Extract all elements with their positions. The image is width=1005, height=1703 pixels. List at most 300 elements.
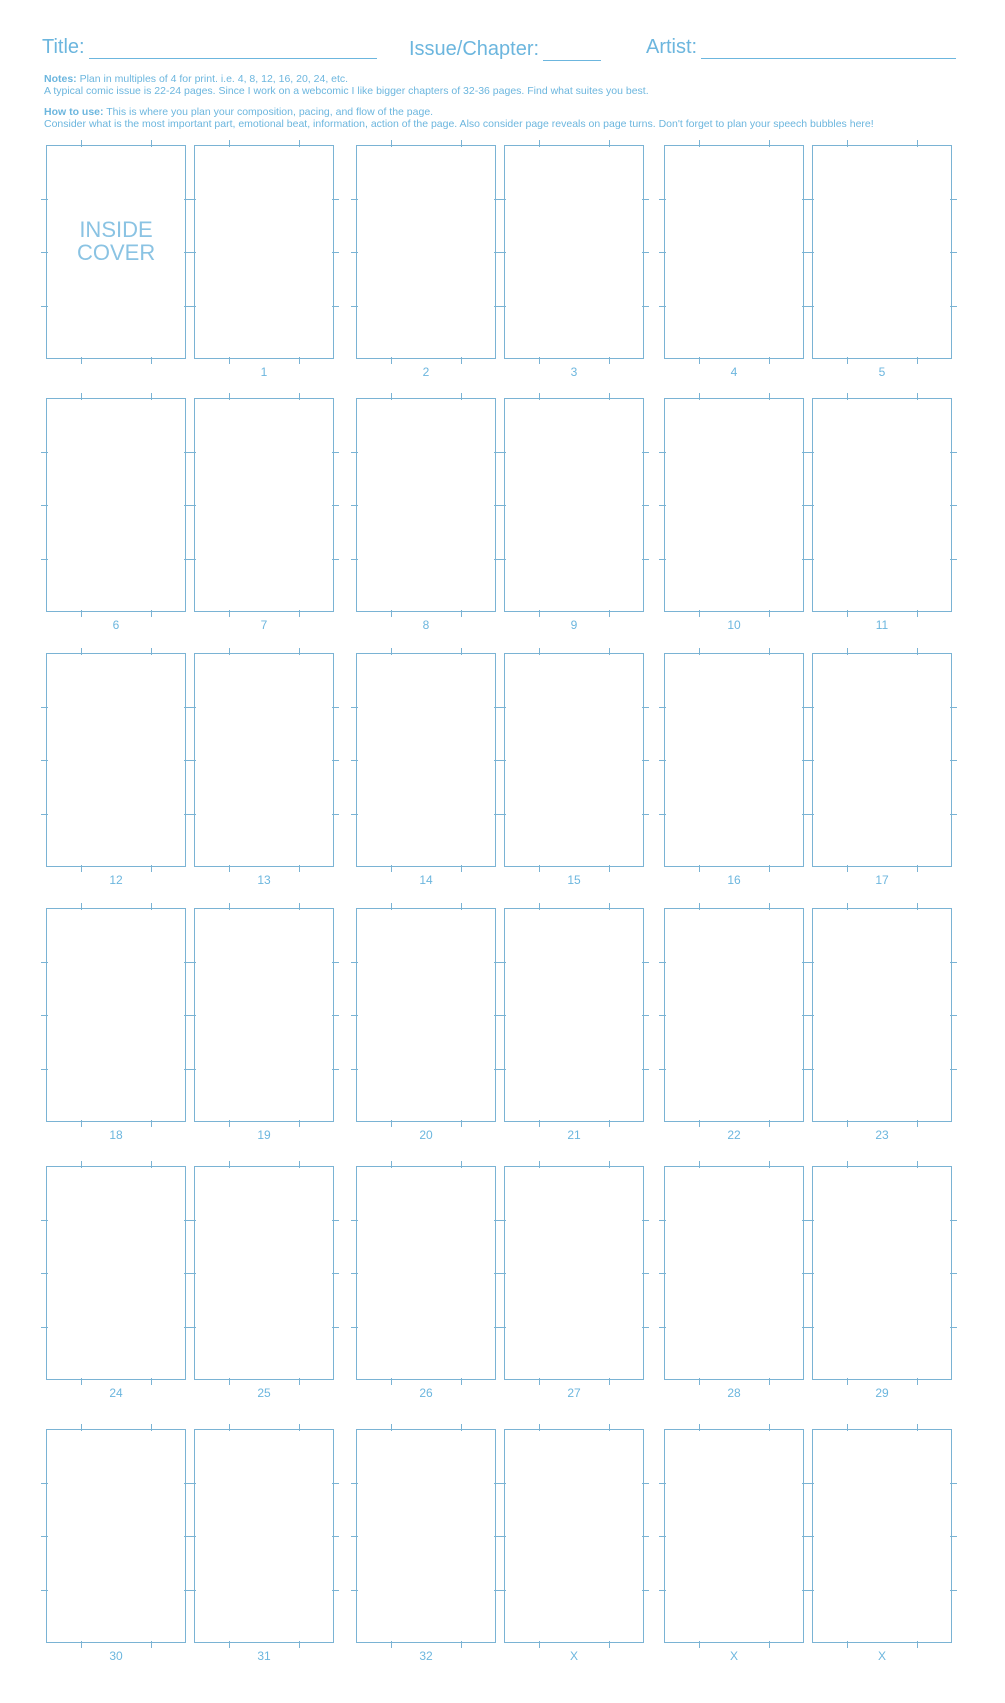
crop-tick [151,865,152,872]
crop-tick [807,962,814,963]
crop-tick [229,610,230,617]
thumbnail-page[interactable] [194,908,334,1122]
page-number: 9 [570,618,578,632]
crop-tick [461,1161,462,1168]
crop-tick [539,610,540,617]
crop-tick [461,140,462,147]
thumbnail-page[interactable] [504,145,644,359]
crop-tick [609,1641,610,1648]
crop-tick [81,1161,82,1168]
crop-tick [189,452,196,453]
page-number: 32 [419,1649,433,1663]
crop-tick [499,452,506,453]
crop-tick [950,306,957,307]
crop-tick [332,1273,339,1274]
crop-tick [807,559,814,560]
crop-tick [189,505,196,506]
crop-tick [699,648,700,655]
crop-tick [332,1015,339,1016]
issue-line[interactable] [543,40,601,61]
notes-text-1: Plan in multiples of 4 for print. i.e. 4, 8, 12, 16, 20, 24, etc. [79,73,349,85]
crop-tick [642,962,649,963]
crop-tick [807,199,814,200]
crop-tick [609,357,610,364]
crop-tick [847,1378,848,1385]
crop-tick [299,393,300,400]
crop-tick [950,1015,957,1016]
crop-tick [461,865,462,872]
crop-tick [351,505,358,506]
crop-tick [642,1220,649,1221]
crop-tick [391,865,392,872]
thumbnail-page[interactable] [356,1166,496,1380]
crop-tick [499,252,506,253]
crop-tick [659,252,666,253]
crop-tick [699,903,700,910]
page-number: 13 [257,873,271,887]
crop-tick [807,707,814,708]
page-number: 20 [419,1128,433,1142]
crop-tick [699,1161,700,1168]
crop-tick [189,1590,196,1591]
crop-tick [229,1120,230,1127]
crop-tick [807,452,814,453]
thumbnail-page[interactable] [356,653,496,867]
crop-tick [189,559,196,560]
thumbnail-page[interactable] [664,398,804,612]
crop-tick [659,760,666,761]
crop-tick [642,199,649,200]
page-number: 28 [727,1386,741,1400]
crop-tick [609,865,610,872]
crop-tick [847,865,848,872]
crop-tick [391,1161,392,1168]
page-number: 21 [567,1128,581,1142]
crop-tick [299,1120,300,1127]
crop-tick [351,306,358,307]
thumbnail-page[interactable] [46,145,186,359]
crop-tick [332,505,339,506]
crop-tick [391,1378,392,1385]
crop-tick [151,610,152,617]
crop-tick [81,357,82,364]
crop-tick [769,648,770,655]
crop-tick [461,393,462,400]
thumbnail-page[interactable] [812,398,952,612]
issue-field[interactable] [409,38,601,61]
page-number: 29 [875,1386,889,1400]
crop-tick [151,140,152,147]
crop-tick [917,140,918,147]
crop-tick [499,1069,506,1070]
thumbnail-page[interactable] [194,1166,334,1380]
page-number: 8 [422,618,430,632]
crop-tick [699,1120,700,1127]
crop-tick [332,252,339,253]
crop-tick [769,1378,770,1385]
title-label: Title: [42,36,85,58]
crop-tick [461,610,462,617]
crop-tick [332,814,339,815]
crop-tick [332,1590,339,1591]
crop-tick [699,1378,700,1385]
crop-tick [332,559,339,560]
crop-tick [699,357,700,364]
crop-tick [189,306,196,307]
page-number: 2 [422,365,430,379]
crop-tick [299,648,300,655]
crop-tick [229,865,230,872]
crop-tick [659,1327,666,1328]
crop-tick [807,252,814,253]
page-number: 15 [567,873,581,887]
crop-tick [642,505,649,506]
issue-label: Issue/Chapter: [409,38,540,60]
crop-tick [41,252,48,253]
crop-tick [41,306,48,307]
crop-tick [642,306,649,307]
crop-tick [807,1590,814,1591]
crop-tick [461,903,462,910]
crop-tick [659,559,666,560]
thumbnail-page[interactable] [812,1429,952,1643]
crop-tick [609,1424,610,1431]
crop-tick [299,1424,300,1431]
crop-tick [332,199,339,200]
crop-tick [950,252,957,253]
crop-tick [351,1327,358,1328]
crop-tick [332,1069,339,1070]
crop-tick [659,452,666,453]
crop-tick [950,707,957,708]
thumbnail-page[interactable] [46,1166,186,1380]
thumbnail-page[interactable] [664,908,804,1122]
page-number: 18 [109,1128,123,1142]
crop-tick [351,452,358,453]
crop-tick [332,452,339,453]
crop-tick [229,357,230,364]
crop-tick [499,962,506,963]
title-line[interactable] [89,38,377,59]
crop-tick [41,1536,48,1537]
crop-tick [847,357,848,364]
notes-line-2: A typical comic issue is 22-24 pages. Since I work on a webcomic I like bigger chapters of 32-36 pages. Find what suites you best. [44,85,649,97]
crop-tick [659,1220,666,1221]
crop-tick [950,962,957,963]
crop-tick [189,707,196,708]
thumbnail-page[interactable] [194,398,334,612]
crop-tick [189,962,196,963]
crop-tick [229,903,230,910]
page-number: 7 [260,618,268,632]
crop-tick [351,1590,358,1591]
page-number: 3 [570,365,578,379]
crop-tick [847,610,848,617]
crop-tick [461,357,462,364]
crop-tick [499,1590,506,1591]
crop-tick [189,1015,196,1016]
crop-tick [332,760,339,761]
artist-label: Artist: [646,36,698,58]
crop-tick [351,1220,358,1221]
crop-tick [659,962,666,963]
crop-tick [539,357,540,364]
crop-tick [391,357,392,364]
crop-tick [351,252,358,253]
crop-tick [917,903,918,910]
thumbnail-page[interactable] [812,908,952,1122]
thumbnail-page[interactable] [194,145,334,359]
thumbnail-page[interactable] [356,1429,496,1643]
artist-field[interactable] [646,36,956,59]
thumbnail-page[interactable] [194,1429,334,1643]
inside-cover-label: INSIDE COVER [77,217,156,265]
crop-tick [950,1590,957,1591]
crop-tick [189,760,196,761]
page-number: 10 [727,618,741,632]
crop-tick [499,1015,506,1016]
crop-tick [41,1273,48,1274]
thumbnail-page[interactable] [504,1429,644,1643]
crop-tick [81,1378,82,1385]
crop-tick [917,393,918,400]
crop-tick [151,393,152,400]
thumbnail-page[interactable] [356,145,496,359]
crop-tick [391,1120,392,1127]
crop-tick [609,393,610,400]
crop-tick [699,1641,700,1648]
crop-tick [41,707,48,708]
crop-tick [642,1015,649,1016]
crop-tick [609,1161,610,1168]
page-number: 11 [875,618,889,632]
crop-tick [699,610,700,617]
crop-tick [807,1273,814,1274]
crop-tick [807,1015,814,1016]
crop-tick [659,1015,666,1016]
crop-tick [351,962,358,963]
crop-tick [229,1424,230,1431]
crop-tick [151,903,152,910]
crop-tick [659,199,666,200]
crop-tick [351,1536,358,1537]
crop-tick [151,357,152,364]
thumbnail-page[interactable] [812,145,952,359]
crop-tick [332,1327,339,1328]
crop-tick [299,1161,300,1168]
thumbnail-page[interactable] [664,145,804,359]
crop-tick [642,814,649,815]
crop-tick [539,393,540,400]
page-number: 31 [257,1649,271,1663]
crop-tick [807,1327,814,1328]
crop-tick [151,1424,152,1431]
crop-tick [950,814,957,815]
crop-tick [769,865,770,872]
crop-tick [539,1120,540,1127]
page-number: 23 [875,1128,889,1142]
crop-tick [332,1220,339,1221]
page-number: 6 [112,618,120,632]
thumbnail-page[interactable] [46,1429,186,1643]
crop-tick [699,1424,700,1431]
crop-tick [189,1536,196,1537]
crop-tick [391,1424,392,1431]
crop-tick [917,357,918,364]
crop-tick [950,505,957,506]
crop-tick [642,707,649,708]
crop-tick [642,452,649,453]
crop-tick [642,1590,649,1591]
crop-tick [699,393,700,400]
thumbnail-page[interactable] [504,908,644,1122]
crop-tick [499,199,506,200]
crop-tick [847,648,848,655]
thumbnail-page[interactable] [46,653,186,867]
crop-tick [351,1015,358,1016]
crop-tick [769,1120,770,1127]
crop-tick [659,707,666,708]
notes-label: Notes: [44,73,77,85]
crop-tick [769,140,770,147]
page-number: X [729,1649,738,1663]
crop-tick [461,1424,462,1431]
crop-tick [391,610,392,617]
crop-tick [351,199,358,200]
page-number: 27 [567,1386,581,1400]
crop-tick [189,199,196,200]
crop-tick [299,903,300,910]
crop-tick [81,393,82,400]
crop-tick [81,865,82,872]
thumbnail-page[interactable] [46,908,186,1122]
crop-tick [461,1378,462,1385]
crop-tick [391,140,392,147]
crop-tick [807,1483,814,1484]
thumbnail-page[interactable] [664,1429,804,1643]
crop-tick [151,648,152,655]
crop-tick [351,559,358,560]
thumbnail-page[interactable] [356,398,496,612]
thumbnail-page[interactable] [504,1166,644,1380]
crop-tick [539,1378,540,1385]
page-number: 5 [878,365,886,379]
thumbnail-page[interactable] [356,908,496,1122]
thumbnail-page[interactable] [194,653,334,867]
crop-tick [659,1273,666,1274]
crop-tick [81,610,82,617]
crop-tick [351,707,358,708]
crop-tick [917,1120,918,1127]
crop-tick [769,903,770,910]
crop-tick [351,1069,358,1070]
page-number: 25 [257,1386,271,1400]
crop-tick [151,1641,152,1648]
crop-tick [807,505,814,506]
thumbnail-page[interactable] [664,1166,804,1380]
crop-tick [229,1641,230,1648]
crop-tick [769,1161,770,1168]
crop-tick [299,1641,300,1648]
howto-line-2: Consider what is the most important part, emotional beat, information, action of the page. Also consider page reveals on page turns. Don't forget to plan your speech bubbles here! [44,118,874,130]
crop-tick [950,1483,957,1484]
crop-tick [847,1424,848,1431]
crop-tick [499,1483,506,1484]
crop-tick [81,140,82,147]
crop-tick [461,1120,462,1127]
thumbnail-page[interactable] [46,398,186,612]
page-number: 1 [260,365,268,379]
crop-tick [299,357,300,364]
crop-tick [229,140,230,147]
title-field[interactable] [42,36,377,59]
crop-tick [351,1483,358,1484]
crop-tick [391,903,392,910]
crop-tick [41,1220,48,1221]
crop-tick [41,1483,48,1484]
crop-tick [189,1069,196,1070]
crop-tick [499,1536,506,1537]
crop-tick [189,1327,196,1328]
crop-tick [950,1273,957,1274]
thumbnail-page[interactable] [504,653,644,867]
page-number: 19 [257,1128,271,1142]
artist-line[interactable] [701,38,956,59]
thumbnail-page[interactable] [504,398,644,612]
crop-tick [539,1161,540,1168]
crop-tick [41,1015,48,1016]
howto-text-1: This is where you plan your composition, pacing, and flow of the page. [106,106,434,118]
crop-tick [41,505,48,506]
crop-tick [642,760,649,761]
crop-tick [391,1641,392,1648]
crop-tick [659,1483,666,1484]
crop-tick [769,393,770,400]
crop-tick [151,1120,152,1127]
crop-tick [539,865,540,872]
crop-tick [81,903,82,910]
crop-tick [847,1161,848,1168]
crop-tick [609,903,610,910]
crop-tick [950,1069,957,1070]
crop-tick [950,452,957,453]
crop-tick [189,1273,196,1274]
crop-tick [807,1536,814,1537]
crop-tick [391,393,392,400]
thumbnail-page[interactable] [812,653,952,867]
crop-tick [41,760,48,761]
crop-tick [332,1483,339,1484]
crop-tick [539,1641,540,1648]
thumbnail-page[interactable] [664,653,804,867]
crop-tick [41,1069,48,1070]
crop-tick [807,306,814,307]
crop-tick [499,1220,506,1221]
crop-tick [917,1161,918,1168]
crop-tick [81,1120,82,1127]
crop-tick [642,1483,649,1484]
crop-tick [769,357,770,364]
crop-tick [642,252,649,253]
crop-tick [539,140,540,147]
crop-tick [332,1536,339,1537]
crop-tick [189,814,196,815]
crop-tick [41,199,48,200]
thumbnail-page[interactable] [812,1166,952,1380]
crop-tick [807,1069,814,1070]
crop-tick [847,1120,848,1127]
crop-tick [332,962,339,963]
